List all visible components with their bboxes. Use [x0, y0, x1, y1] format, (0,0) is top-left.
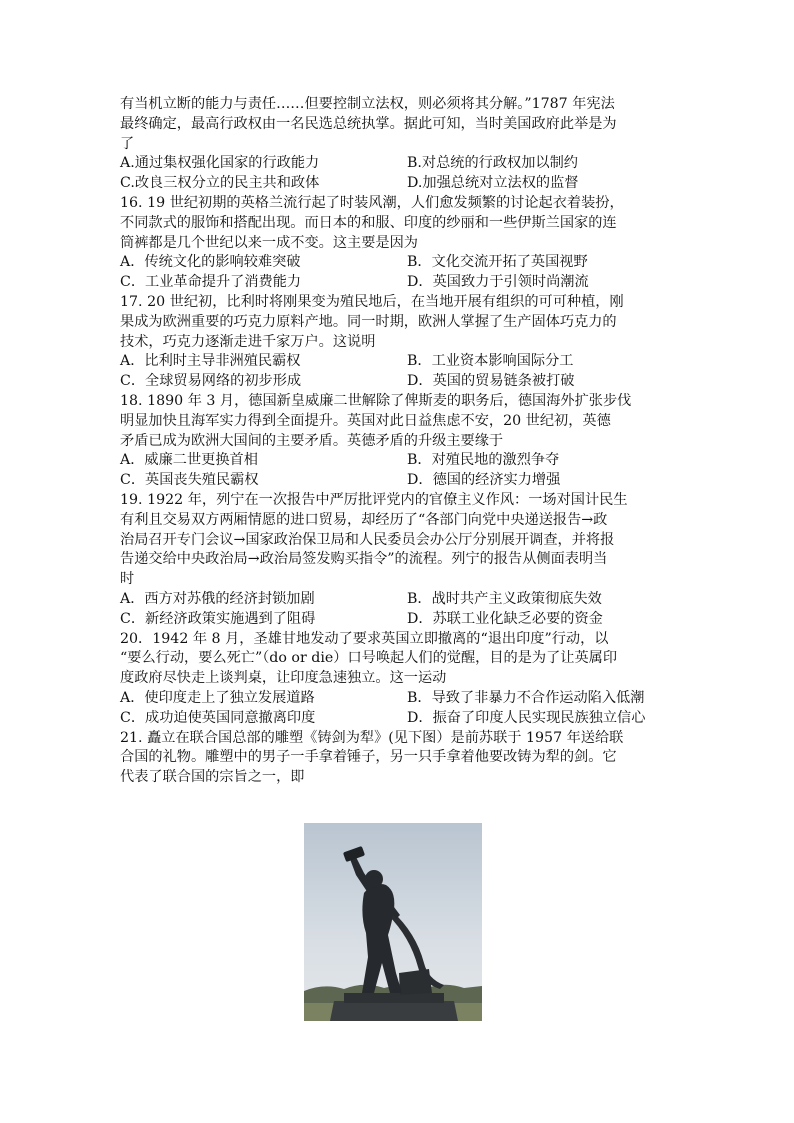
question-line: 17. 20 世纪初，比利时将刚果变为殖民地后，在当地开展有组织的可可种植，刚 [120, 293, 624, 310]
option-b[interactable]: B．文化交流开拓了英国视野 [407, 254, 588, 271]
question-line: 筒裤都是几个世纪以来一成不变。这主要是因为 [120, 234, 418, 251]
option-b[interactable]: B.对总统的行政权加以制约 [407, 155, 578, 172]
intro-line: 最终确定，最高行政权由一名民选总统执掌。据此可知，当时美国政府此举是为 [120, 115, 617, 132]
option-a[interactable]: A．传统文化的影响较难突破 [120, 254, 301, 271]
q17-options [120, 352, 676, 392]
option-a[interactable]: A．威廉二世更换首相 [120, 452, 258, 469]
option-c[interactable]: C．全球贸易网络的初步形成 [120, 373, 302, 390]
question-18 [120, 392, 676, 491]
option-c[interactable]: C.改良三权分立的民主共和政体 [120, 175, 320, 192]
option-c[interactable]: C．英国丧失殖民霸权 [120, 472, 259, 489]
question-line: 技术，巧克力逐渐走进千家万户。这说明 [120, 333, 376, 350]
question-line: 不同款式的服饰和搭配出现。而日本的和服、印度的纱丽和一些伊斯兰国家的连 [120, 214, 617, 231]
q19-options [120, 590, 676, 630]
option-a[interactable]: A.通过集权强化国家的行政能力 [120, 155, 320, 172]
option-d[interactable]: D．苏联工业化缺乏必要的资金 [407, 610, 603, 627]
question-line: 明显加快且海军实力得到全面提升。英国对此日益焦虑不安，20 世纪初，英德 [120, 412, 611, 429]
question-17 [120, 293, 676, 392]
intro-line: 有当机立断的能力与责任……但要控制立法权，则必须将其分解。”1787 年宪法 [120, 96, 615, 112]
intro-line: 了 [120, 135, 135, 152]
question-line: 代表了联合国的宗旨之一，即 [120, 769, 305, 786]
option-d[interactable]: D．英国致力于引领时尚潮流 [407, 274, 589, 291]
option-c[interactable]: C．新经济政策实施遇到了阻碍 [120, 610, 316, 627]
q18-options [120, 451, 676, 491]
exam-page [120, 95, 676, 788]
question-line: 合国的礼物。雕塑中的男子一手拿着锤子，另一只手拿着他要改铸为犁的剑。它 [120, 749, 617, 766]
question-21 [120, 729, 676, 788]
question-19 [120, 491, 676, 630]
question-line: 20．1942 年 8 月，圣雄甘地发动了要求英国立即撤离的“退出印度”行动，以 [120, 630, 609, 647]
option-a[interactable]: A．比利时主导非洲殖民霸权 [120, 353, 301, 370]
question-line: 治局召开专门会议→国家政治保卫局和人民委员会办公厅分别展开调查，并将报 [120, 531, 615, 548]
question-line: 21. 矗立在联合国总部的雕塑《铸剑为犁》(见下图）是前苏联于 1957 年送给联 [120, 729, 624, 746]
question-line: “要么行动，要么死亡”（do or die）口号唤起人们的觉醒，目的是为了让英属印 [120, 650, 618, 667]
option-c[interactable]: C．成功迫使英国同意撤离印度 [120, 709, 316, 726]
question-16 [120, 194, 676, 293]
question-line: 果成为欧洲重要的巧克力原料产地。同一时期，欧洲人掌握了生产固体巧克力的 [120, 313, 617, 330]
question-line: 有利且交易双方两厢情愿的进口贸易，却经历了“各部门向党中央递送报告→政 [120, 511, 608, 528]
question-20 [120, 630, 676, 729]
option-a[interactable]: A．使印度走上了独立发展道路 [120, 689, 315, 706]
question-line: 矛盾已成为欧洲大国间的主要矛盾。英德矛盾的升级主要缘于 [120, 432, 504, 449]
q16-options [120, 253, 676, 293]
question-line: 16. 19 世纪初期的英格兰流行起了时装风潮，人们愈发频繁的讨论起衣着装扮， [120, 194, 624, 211]
question-line: 度政府尽快走上谈判桌，让印度急速独立。这一运动 [120, 670, 447, 687]
option-b[interactable]: B．对殖民地的激烈争夺 [407, 452, 560, 469]
statue-photo-icon [304, 823, 482, 1021]
option-a[interactable]: A．西方对苏俄的经济封锁加剧 [120, 590, 315, 607]
option-c[interactable]: C．工业革命提升了消费能力 [120, 274, 302, 291]
option-d[interactable]: D．英国的贸易链条被打破 [407, 373, 575, 390]
question-line: 告递交给中央政治局→政治局签发购买指令”的流程。列宁的报告从侧面表明当 [120, 551, 608, 568]
q20-options [120, 689, 676, 729]
question-line: 18. 1890 年 3 月，德国新皇威廉二世解除了俾斯麦的职务后，德国海外扩张步伐 [120, 392, 632, 409]
option-d[interactable]: D.加强总统对立法权的监督 [407, 175, 579, 192]
question-line: 19. 1922 年，列宁在一次报告中严厉批评党内的官僚主义作风：一场对国计民生 [120, 491, 628, 508]
option-d[interactable]: D．振奋了印度人民实现民族独立信心 [407, 709, 646, 726]
option-b[interactable]: B．工业资本影响国际分工 [407, 353, 574, 370]
option-d[interactable]: D．德国的经济实力增强 [407, 472, 561, 489]
q15-options [120, 154, 676, 194]
option-b[interactable]: B．战时共产主义政策彻底失效 [407, 590, 602, 607]
question-line: 时 [120, 571, 135, 588]
option-b[interactable]: B．导致了非暴力不合作运动陷入低潮 [407, 689, 645, 706]
